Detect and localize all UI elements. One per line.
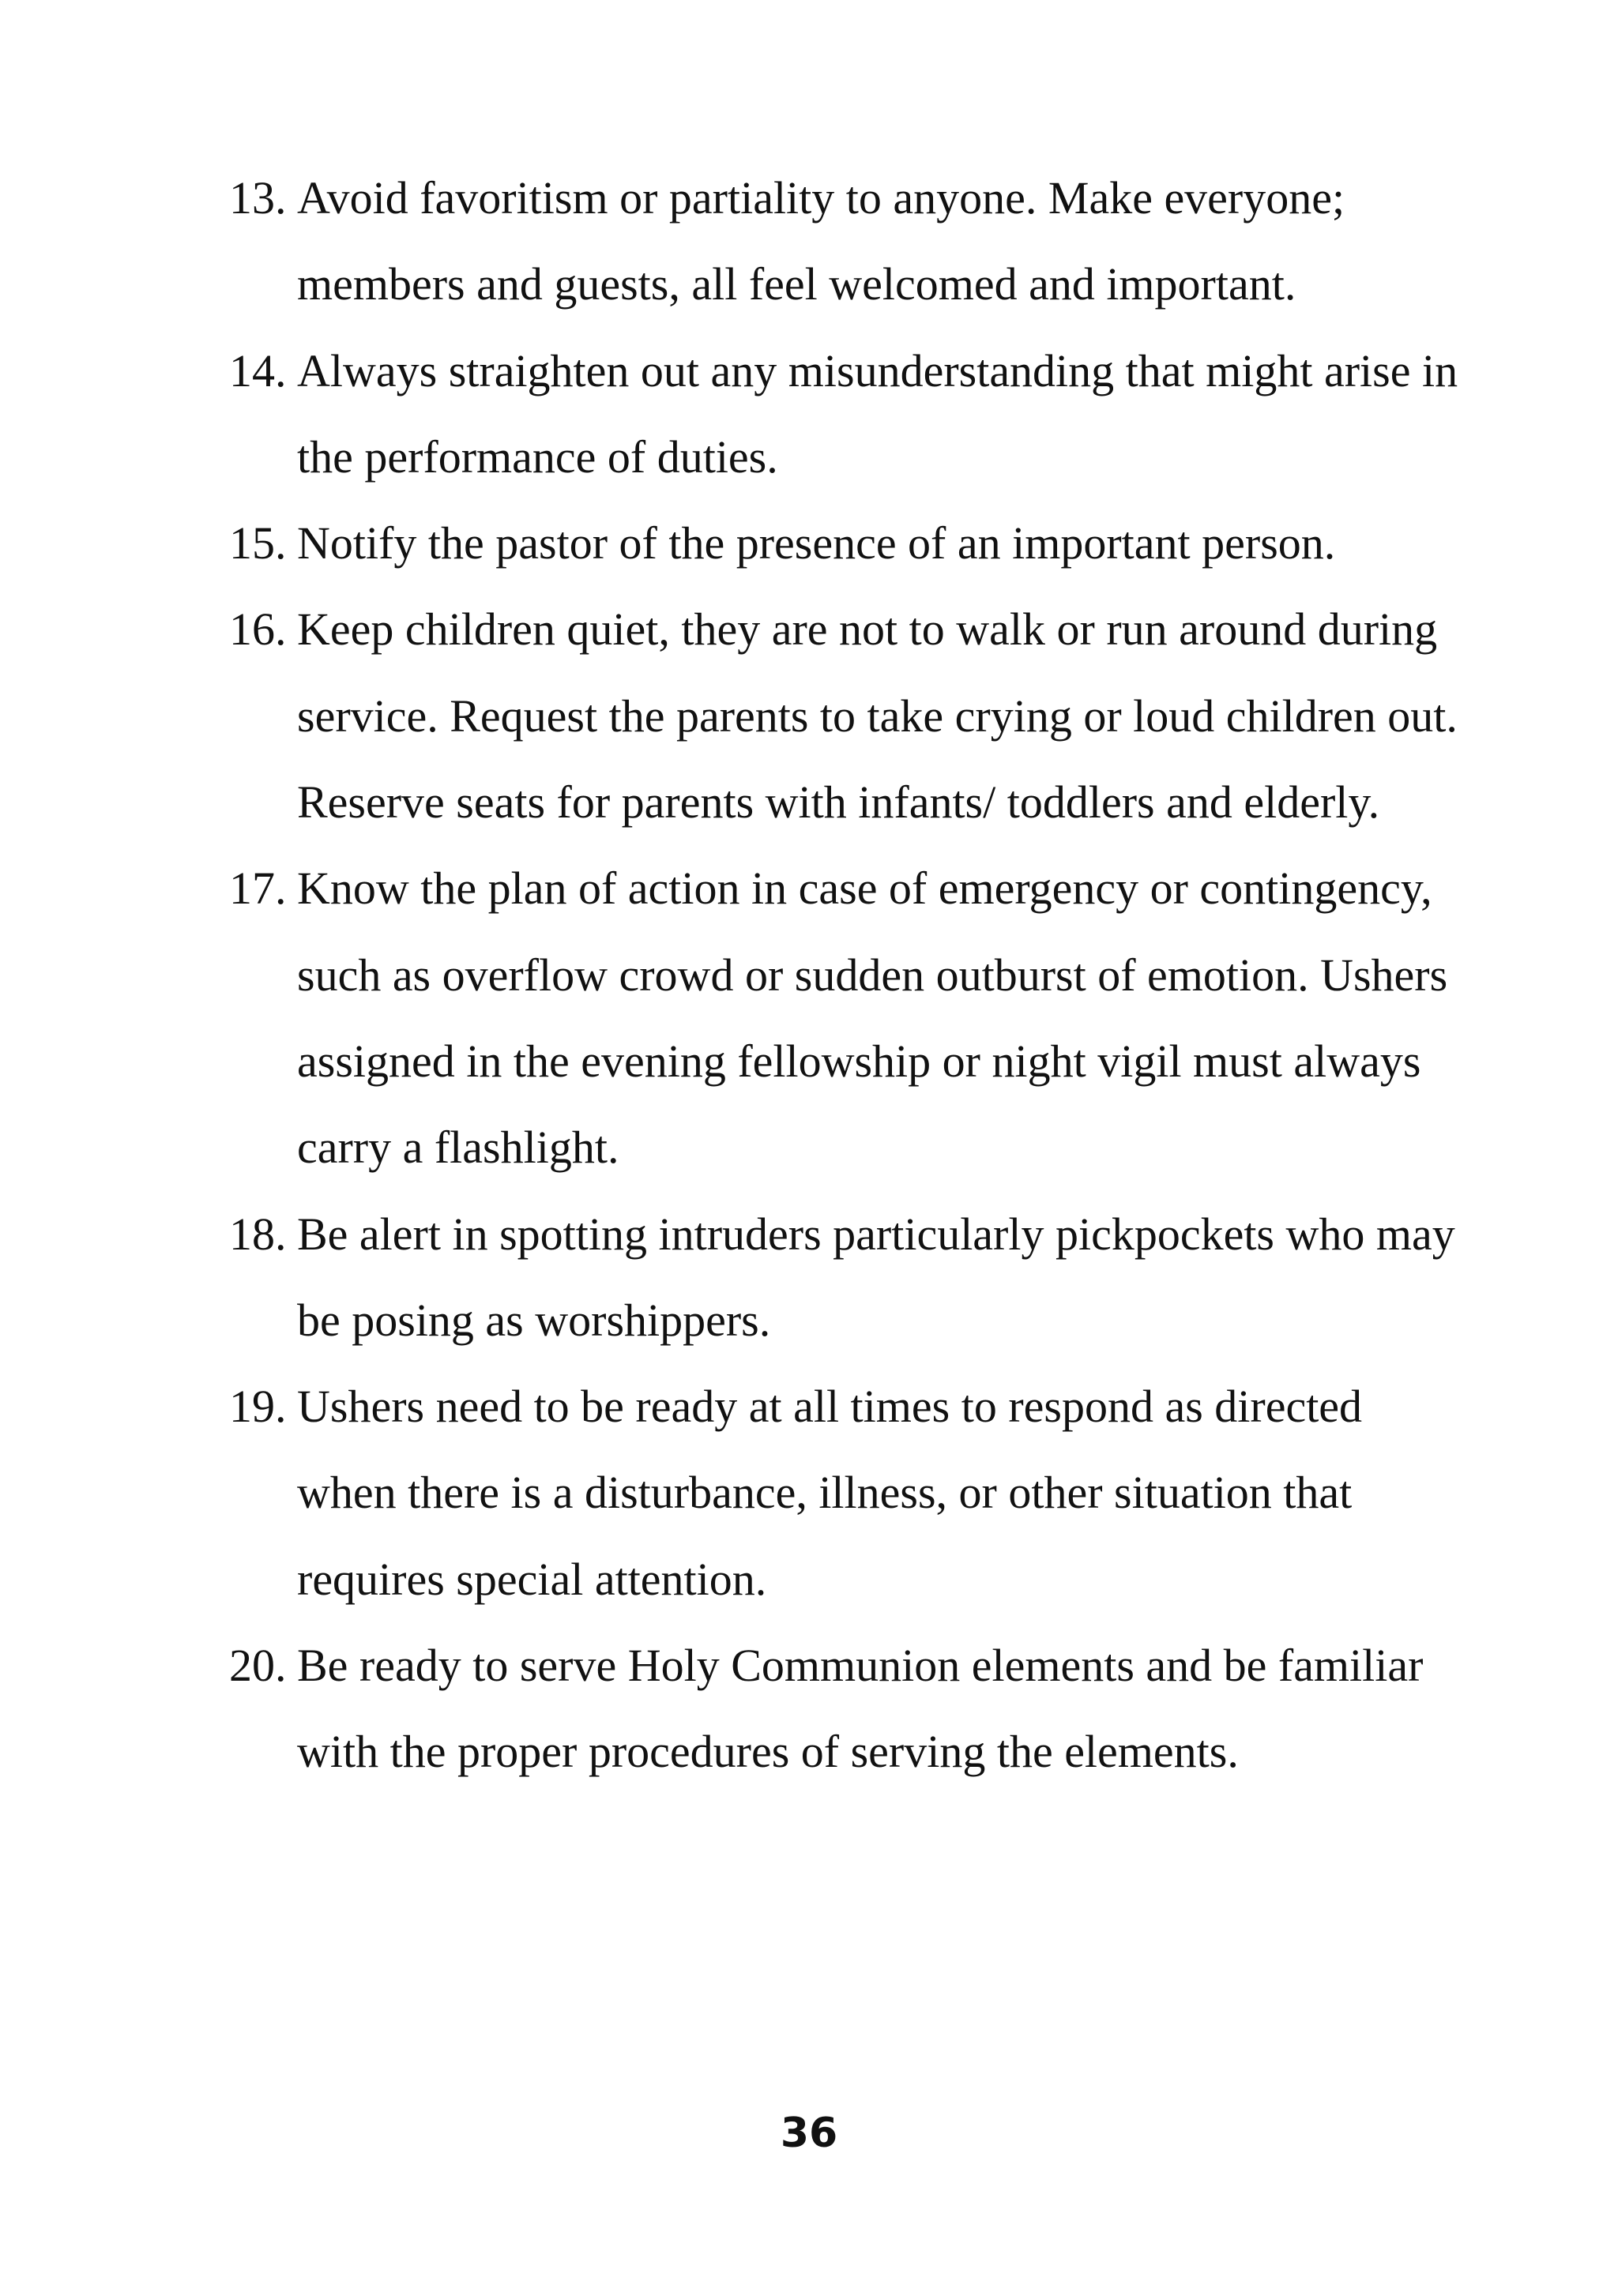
item-number: 18. [229,1208,287,1260]
item-number: 17. [229,862,287,915]
usher-duties-list [229,155,1462,1795]
list-item [229,155,1462,328]
item-number: 16. [229,603,287,656]
list-item [229,1622,1462,1795]
list-item [229,500,1462,586]
item-number: 20. [229,1640,287,1692]
item-text: Avoid favoritism or partiality to anyone. Make everyone; members and guests, all feel welcomed and important. [297,172,1345,310]
item-text: Keep children quiet, they are not to walk or run around during service. Request the parents to take crying or loud children out. Reserve seats for parents with infants/ toddlers and elderly. [297,603,1458,829]
item-number: 19. [229,1381,287,1433]
list-item [229,845,1462,1190]
list-item [229,1191,1462,1364]
list-item [229,328,1462,501]
item-text: Be ready to serve Holy Communion elements and be familiar with the proper procedures of serving the elements. [297,1640,1424,1778]
item-text: Notify the pastor of the presence of an important person. [297,517,1336,569]
item-text: Always straighten out any misunderstanding that might arise in the performance of duties. [297,344,1458,483]
item-number: 14. [229,344,287,396]
item-number: 15. [229,517,287,569]
item-text: Know the plan of action in case of emergency or contingency, such as overflow crowd or sudden outburst of emotion. Ushers assigned in the evening fellowship or night vigil must always carry a flashlight. [297,862,1448,1174]
item-text: Ushers need to be ready at all times to respond as directed when there is a disturbance, illness, or other situation that requires special attention. [297,1381,1363,1605]
list-item [229,1363,1462,1622]
page-number: 36 [780,2110,838,2157]
list-item [229,586,1462,845]
item-text: Be alert in spotting intruders particularly pickpockets who may be posing as worshippers. [297,1208,1455,1346]
item-number: 13. [229,172,287,224]
